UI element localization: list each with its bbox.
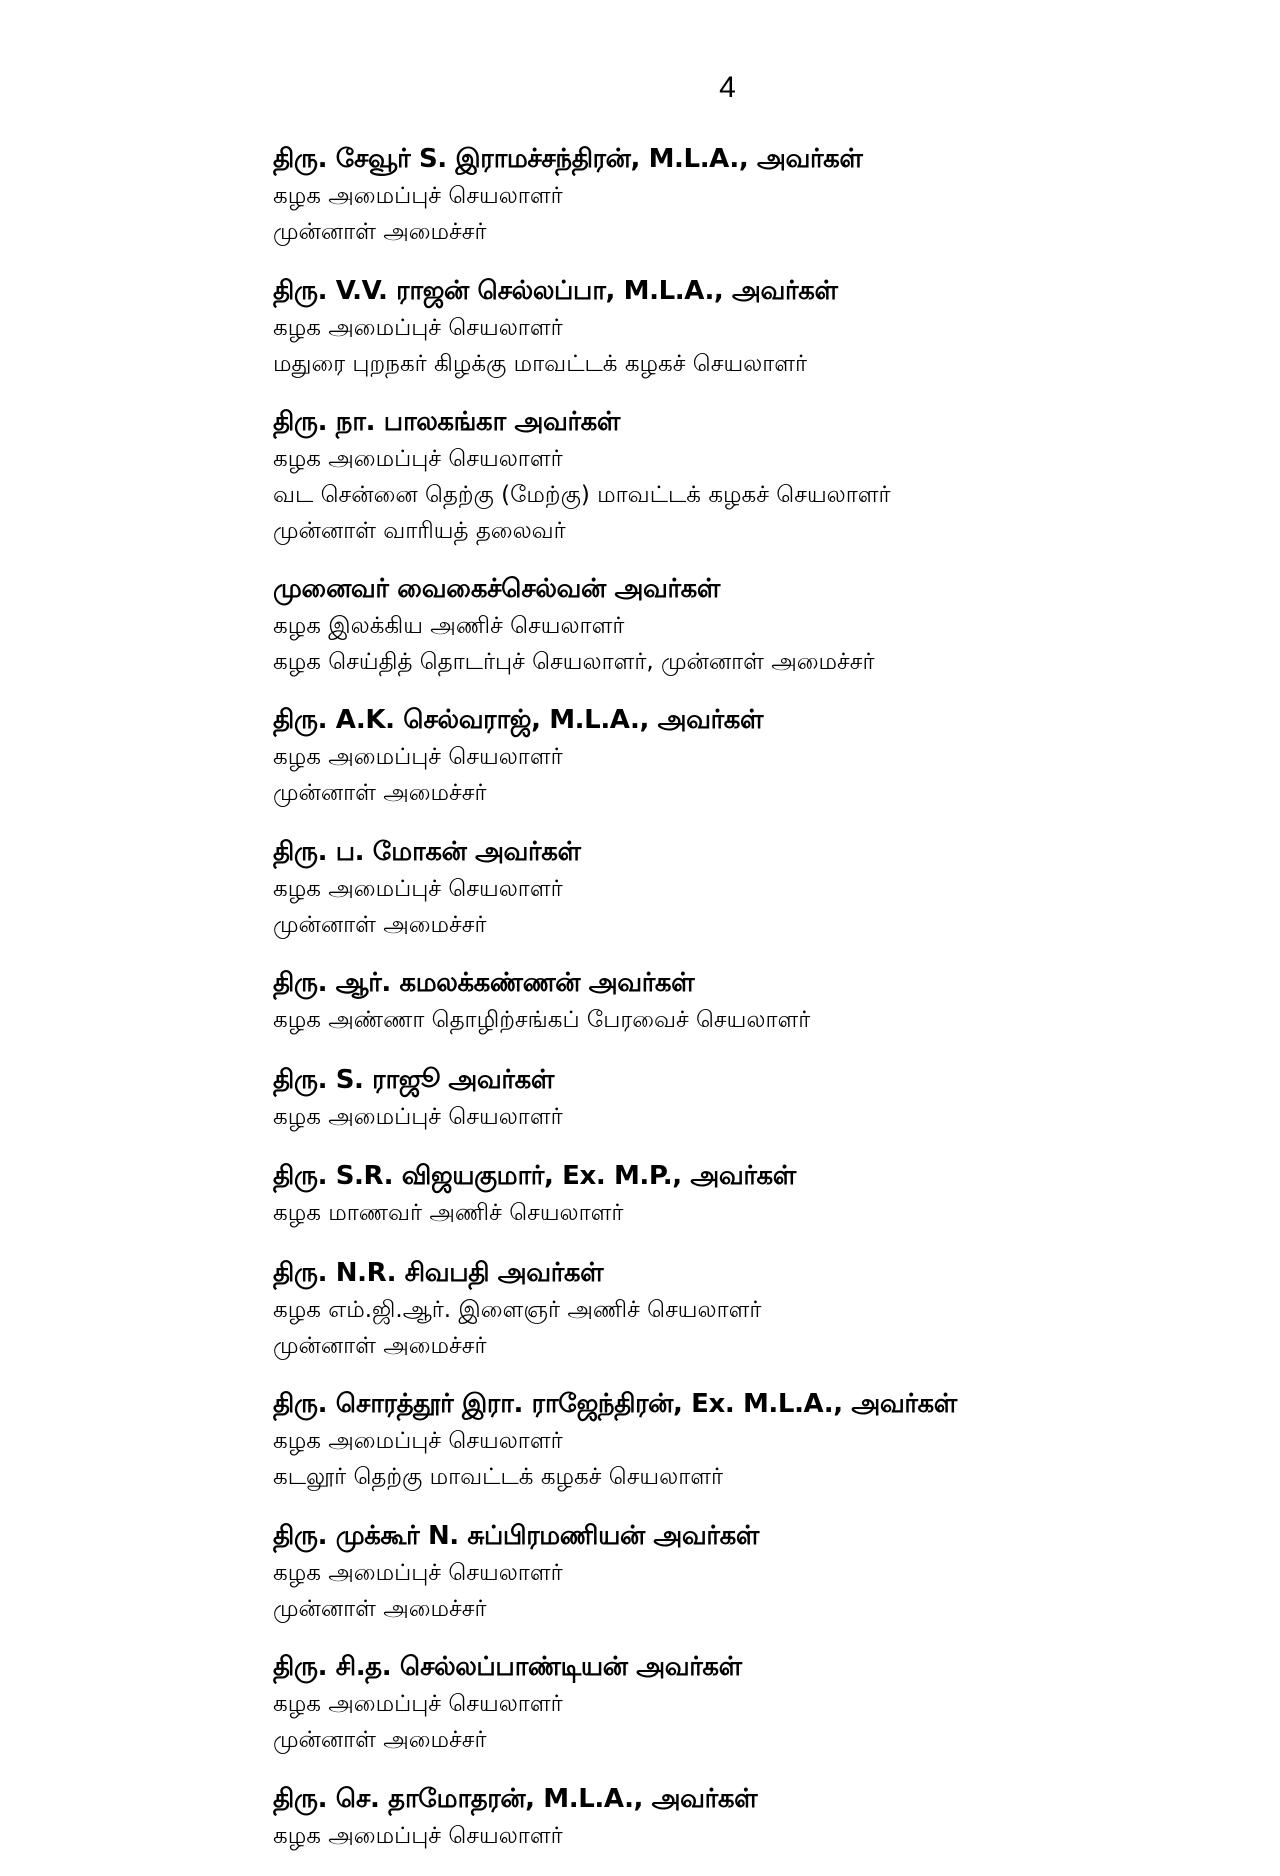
member-role: முன்னாள் வாரியத் தலைவர்	[273, 513, 1233, 549]
member-role: கழக அமைப்புச் செயலாளர்	[273, 441, 1233, 477]
member-role: கழக அமைப்புச் செயலாளர்	[273, 871, 1233, 907]
member-list	[273, 140, 1233, 1876]
member-name: திரு. V.V. ராஜன் செல்லப்பா, M.L.A., அவர்கள்	[273, 272, 1233, 310]
member-entry	[273, 272, 1233, 404]
member-role: கழக அமைப்புச் செயலாளர்	[273, 178, 1233, 214]
member-entry	[273, 1061, 1233, 1158]
member-name: திரு. ஆர். கமலக்கண்ணன் அவர்கள்	[273, 964, 1233, 1002]
member-role: கழக செய்தித் தொடர்புச் செயலாளர், முன்னாள் அமைச்சர்	[273, 644, 1233, 680]
member-name: திரு. N.R. சிவபதி அவர்கள்	[273, 1254, 1233, 1292]
member-role: கழக இலக்கிய அணிச் செயலாளர்	[273, 608, 1233, 644]
member-role: மதுரை புறநகர் கிழக்கு மாவட்டக் கழகச் செயலாளர்	[273, 346, 1233, 382]
member-entry	[273, 1157, 1233, 1254]
member-role: கழக அமைப்புச் செயலாளர்	[273, 1099, 1233, 1135]
page-number: 4	[0, 70, 1280, 106]
member-entry	[273, 570, 1233, 702]
member-name: திரு. ப. மோகன் அவர்கள்	[273, 833, 1233, 871]
member-role: கழக அமைப்புச் செயலாளர்	[273, 1423, 1233, 1459]
member-role: கழக அமைப்புச் செயலாளர்	[273, 739, 1233, 775]
member-role: வட சென்னை தெற்கு (மேற்கு) மாவட்டக் கழகச் செயலாளர்	[273, 477, 1233, 513]
member-entry	[273, 403, 1233, 570]
member-role: கழக அமைப்புச் செயலாளர்	[273, 310, 1233, 346]
member-entry	[273, 1385, 1233, 1517]
member-entry	[273, 1254, 1233, 1386]
member-role: கழக அமைப்புச் செயலாளர்	[273, 1686, 1233, 1722]
member-role: முன்னாள் அமைச்சர்	[273, 907, 1233, 943]
member-role: கழக எம்.ஜி.ஆர். இளைஞர் அணிச் செயலாளர்	[273, 1292, 1233, 1328]
member-role: முன்னாள் அமைச்சர்	[273, 1591, 1233, 1627]
member-role: முன்னாள் அமைச்சர்	[273, 1328, 1233, 1364]
member-role: முன்னாள் அமைச்சர்	[273, 775, 1233, 811]
member-entry	[273, 701, 1233, 833]
member-role: கழக அண்ணா தொழிற்சங்கப் பேரவைச் செயலாளர்	[273, 1002, 1233, 1038]
member-name: திரு. சேவூர் S. இராமச்சந்திரன், M.L.A., அவர்கள்	[273, 140, 1233, 178]
member-role: கழக அமைப்புச் செயலாளர்	[273, 1555, 1233, 1591]
member-entry	[273, 1648, 1233, 1780]
member-entry	[273, 1780, 1233, 1876]
member-role: கழக அமைப்புச் செயலாளர்	[273, 1818, 1233, 1854]
member-name: திரு. சி.த. செல்லப்பாண்டியன் அவர்கள்	[273, 1648, 1233, 1686]
member-role: கடலூர் தெற்கு மாவட்டக் கழகச் செயலாளர்	[273, 1459, 1233, 1495]
member-name: திரு. சொரத்தூர் இரா. ராஜேந்திரன், Ex. M.L.A., அவர்கள்	[273, 1385, 1233, 1423]
member-name: திரு. S. ராஜூ அவர்கள்	[273, 1061, 1233, 1099]
member-name: திரு. நா. பாலகங்கா அவர்கள்	[273, 403, 1233, 441]
member-role: முன்னாள் அமைச்சர்	[273, 1722, 1233, 1758]
member-entry	[273, 1517, 1233, 1649]
member-role: கழக மாணவர் அணிச் செயலாளர்	[273, 1195, 1233, 1231]
member-name: திரு. முக்கூர் N. சுப்பிரமணியன் அவர்கள்	[273, 1517, 1233, 1555]
member-name: முனைவர் வைகைச்செல்வன் அவர்கள்	[273, 570, 1233, 608]
member-name: திரு. A.K. செல்வராஜ், M.L.A., அவர்கள்	[273, 701, 1233, 739]
member-entry	[273, 140, 1233, 272]
member-role: முன்னாள் அமைச்சர்	[273, 214, 1233, 250]
member-name: திரு. S.R. விஜயகுமார், Ex. M.P., அவர்கள்	[273, 1157, 1233, 1195]
member-entry	[273, 964, 1233, 1061]
member-entry	[273, 833, 1233, 965]
member-name: திரு. செ. தாமோதரன், M.L.A., அவர்கள்	[273, 1780, 1233, 1818]
